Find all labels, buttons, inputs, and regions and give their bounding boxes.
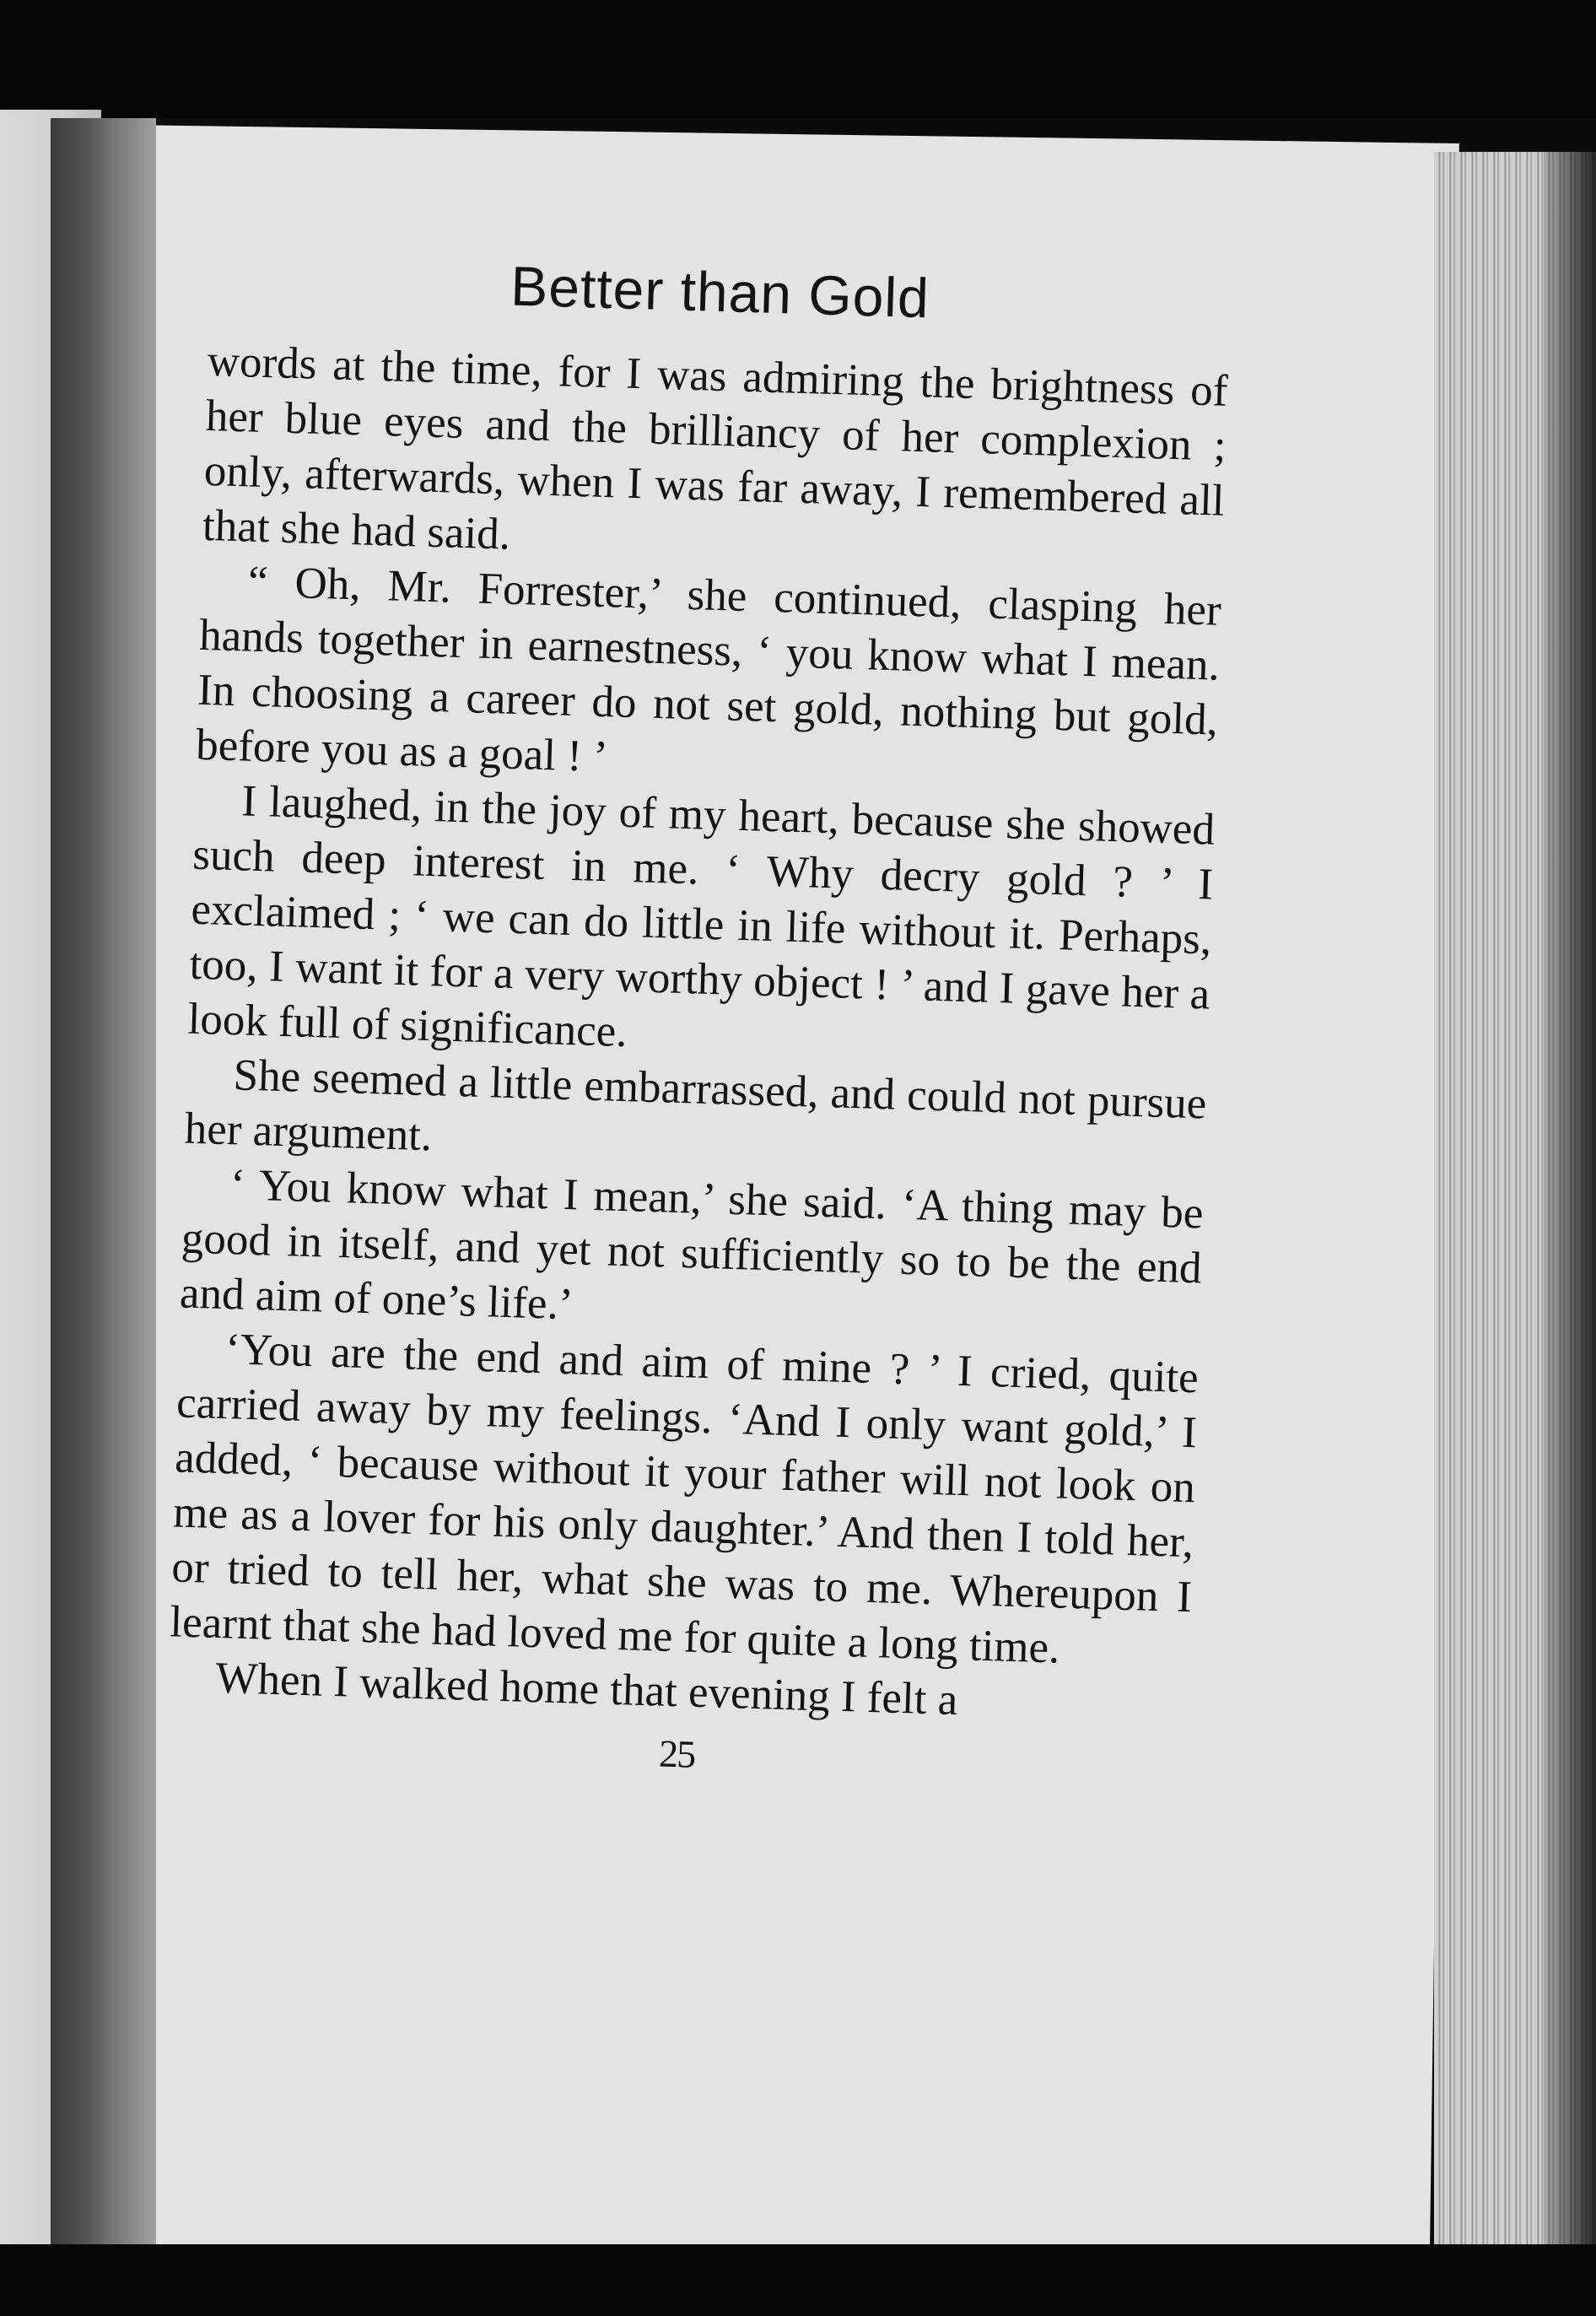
page-text-block: [166, 245, 1232, 1791]
paragraph: ‘ You know what I mean,’ she said. ‘A thing may be good in itself, and yet not sufficiently so to be the end and aim of one’s life.’: [179, 1160, 1205, 1330]
page-fore-edge: [1434, 152, 1596, 2244]
paragraph: “ Oh, Mr. Forrester,’ she continued, clasping her hands together in earnestness, ‘ you know what I mean. In choosing a career do not set gold, nothing but gold, before you as a goal ! ’: [195, 557, 1222, 782]
paragraph: ‘You are the end and aim of mine ? ’ I cried, quite carried away by my feelings. ‘And I only want gold,’ I added, ‘ because without it your father will not look on me as a lover for his only daughter.’ And then I told her, or tried to tell her, what she was to me. Whereupon I learnt that she had loved me for quite a long time.: [169, 1325, 1200, 1673]
scan-background-bottom: [0, 2244, 1596, 2316]
paragraph: When I walked home that evening I felt a: [214, 1653, 959, 1725]
running-head: Better than Gold: [510, 254, 930, 330]
paragraph: I laughed, in the joy of my heart, because she showed such deep interest in me. ‘ Why decry gold ? ’ I exclaimed ; ‘ we can do little in life without it. Perhaps, too, I want it for a very worthy object ! ’ and I gave her a look full of significance.: [186, 776, 1216, 1057]
scan-background-top: [0, 0, 1596, 118]
paragraph: She seemed a little embarrassed, and could not pursue her argument.: [184, 1050, 1208, 1161]
book-gutter-shadow: [51, 118, 156, 2253]
paragraph: words at the time, for I was admiring the brightness of her blue eyes and the brilliancy of her complexion ; only, afterwards, when I was far away, I remembered all that she had said.: [202, 336, 1229, 559]
page-number: 25: [658, 1731, 695, 1776]
fore-edge-shadow: [1544, 152, 1596, 2244]
